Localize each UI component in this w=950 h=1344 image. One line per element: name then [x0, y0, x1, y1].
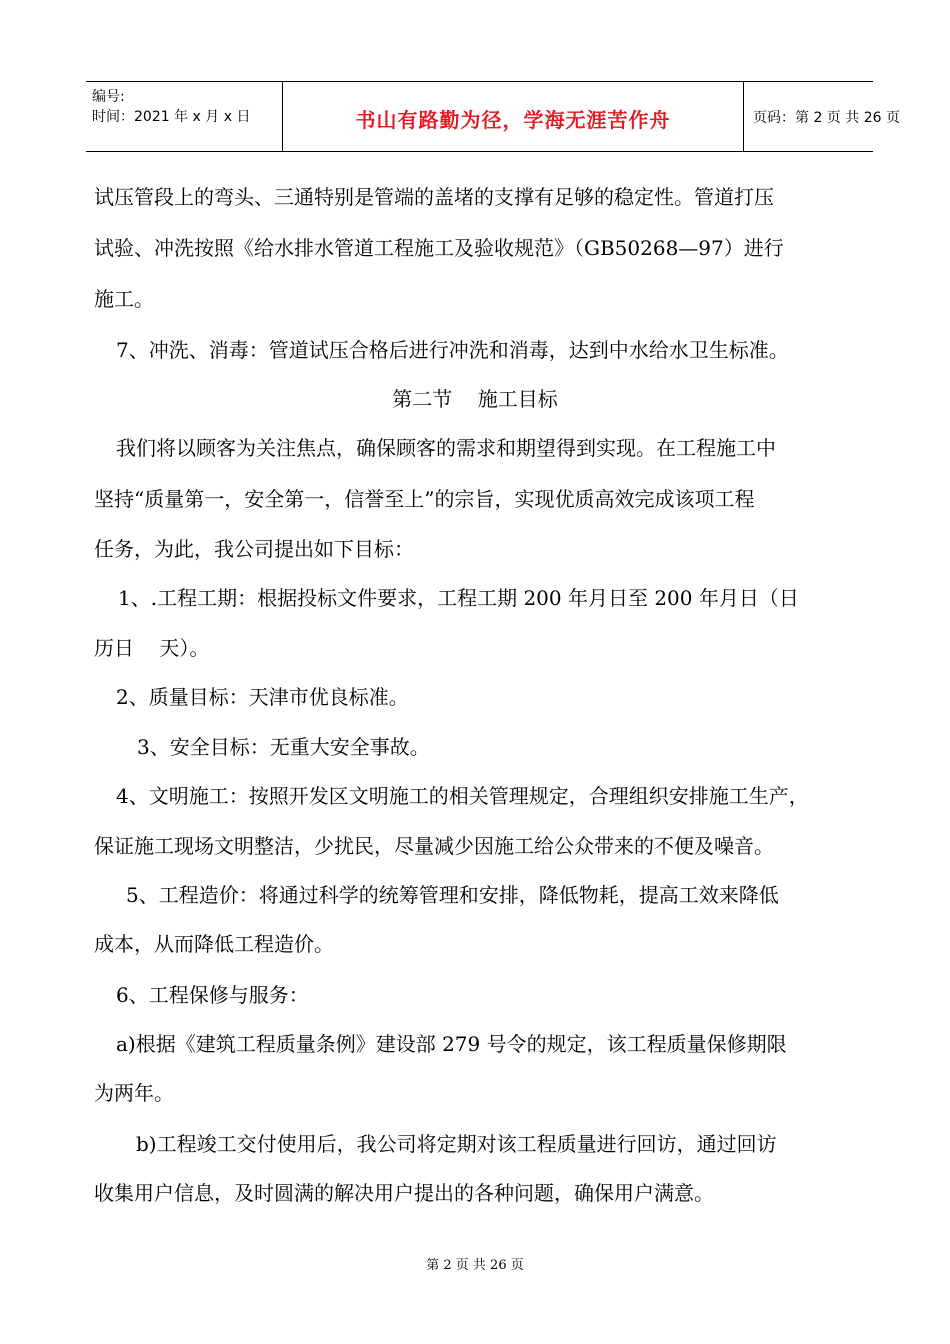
body-line: 历日 天）。	[94, 636, 210, 660]
body-line: 3、安全目标：无重大安全事故。	[137, 735, 430, 759]
body-line: 坚持“质量第一，安全第一，信誉至上”的宗旨，实现优质高效完成该项工程	[94, 487, 755, 511]
body-line: 试压管段上的弯头、三通特别是管端的盖堵的支撑有足够的稳定性。管道打压	[94, 185, 774, 209]
body-line: 任务，为此，我公司提出如下目标：	[94, 537, 414, 561]
page-footer: 第 2 页 共 26 页	[426, 1258, 524, 1273]
document-number-label: 编号:	[92, 89, 125, 105]
header-left-cell	[86, 82, 282, 151]
body-line: 2、质量目标：天津市优良标准。	[116, 685, 409, 709]
body-line: 为两年。	[94, 1081, 174, 1105]
body-line: 5、工程造价：将通过科学的统筹管理和安排，降低物耗，提高工效来降低	[126, 883, 779, 907]
body-line: 施工。	[94, 287, 154, 311]
body-line: 保证施工现场文明整洁，少扰民，尽量减少因施工给公众带来的不便及噪音。	[94, 834, 774, 858]
header-right-cell	[743, 82, 900, 151]
body-line: 1、.工程工期：根据投标文件要求，工程工期 200 年月日至 200 年月日（日	[118, 586, 799, 610]
section-heading: 第二节 施工目标	[392, 387, 558, 411]
body-line: 试验、冲洗按照《给水排水管道工程施工及验收规范》（GB50268—97）进行	[94, 236, 784, 260]
body-line: 收集用户信息，及时圆满的解决用户提出的各种问题，确保用户满意。	[94, 1181, 714, 1205]
body-line: 6、工程保修与服务：	[116, 983, 309, 1007]
header-slogan: 书山有路勤为径，学海无涯苦作舟	[355, 108, 671, 132]
body-line: a)根据《建筑工程质量条例》建设部 279 号令的规定，该工程质量保修期限	[116, 1032, 787, 1056]
document-time-label: 时间：2021 年 x 月 x 日	[92, 109, 251, 125]
body-line: 4、文明施工：按照开发区文明施工的相关管理规定，合理组织安排施工生产，	[116, 784, 809, 808]
header-middle-cell	[282, 82, 744, 151]
body-line: 成本，从而降低工程造价。	[94, 932, 334, 956]
body-line: 我们将以顾客为关注焦点，确保顾客的需求和期望得到实现。在工程施工中	[116, 436, 776, 460]
body-line: b)工程竣工交付使用后，我公司将定期对该工程质量进行回访，通过回访	[136, 1132, 777, 1156]
header-page-info: 页码：第 2 页 共 26 页	[753, 110, 900, 126]
body-line: 7、冲洗、消毒：管道试压合格后进行冲洗和消毒，达到中水给水卫生标准。	[116, 338, 789, 362]
document-header	[86, 81, 900, 152]
